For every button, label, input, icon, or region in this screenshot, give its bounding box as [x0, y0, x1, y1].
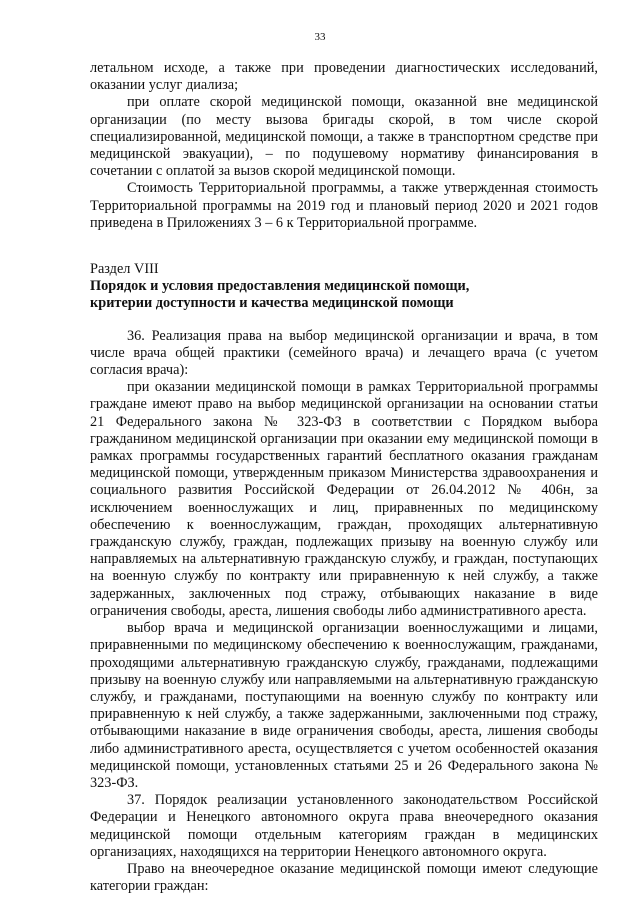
paragraph-item-37: 37. Порядок реализации установленного законодательством Российской Федерации и Ненецкого автономного округа права внеочередного оказания медицинской помощи отдельным категориям граждан в медицинских организациях, находящихся на территории Ненецкого автономного округа. [90, 792, 598, 860]
page-number: 33 [314, 31, 326, 43]
section-heading [90, 261, 598, 313]
section-title-line-2: критерии доступности и качества медицинской помощи [90, 295, 454, 312]
section-title-line-1: Порядок и условия предоставления медицинской помощи, [90, 278, 470, 295]
paragraph-choice-of-organization: при оказании медицинской помощи в рамках Территориальной программы граждане имеют право на выбор медицинской организации на основании статьи 21 Федерального закона № 323-ФЗ в соответствии с Порядком выбора гражданином медицинской организации при оказании ему медицинской помощи в рамках программы государственных гарантий бесплатного оказания гражданам медицинской помощи, утвержденным приказом Министерства здравоохранения и социального развития Российской Федерации от 26.04.2012 № 406н, за исключением военнослужащих и лиц, приравненных по медицинскому обеспечению к военнослужащим, граждан, проходящих альтернативную гражданскую службу, граждан, подлежащих призыву на военную службу или направляемых на альтернативную гражданскую службу, и граждан, поступающих на военную службу по контракту или приравненную к ней службу, а также задержанных, заключенных под стражу, отбывающих наказание в виде ограничения свободы, ареста, лишения свободы либо административного ареста. [90, 379, 598, 619]
page-body [90, 60, 598, 895]
paragraph-ambulance-payment: при оплате скорой медицинской помощи, оказанной вне медицинской организации (по месту вызова бригады скорой, в том числе скорой специализированной, медицинской помощи, а также в транспортном средстве при медицинской эвакуации), – по подушевому нормативу финансирования в сочетании с оплатой за вызов скорой медицинской помощи. [90, 94, 598, 180]
paragraph-item-36: 36. Реализация права на выбор медицинской организации и врача, в том числе врача общей практики (семейного врача) и лечащего врача (с учетом согласия врача): [90, 327, 598, 379]
paragraph-program-cost: Стоимость Территориальной программы, а также утвержденная стоимость Территориальной программы на 2019 год и плановый период 2020 и 2021 годов приведена в Приложениях 3 – 6 к Территориальной программе. [90, 180, 598, 231]
paragraph-continuation: летальном исходе, а также при проведении диагностических исследований, оказании услуг диализа; [90, 60, 598, 94]
paragraph-military-choice: выбор врача и медицинской организации военнослужащими и лицами, приравненными по медицинскому обеспечению к военнослужащим, гражданами, проходящими альтернативную гражданскую службу, гражданами, подлежащими призыву на военную службу или направляемыми на альтернативную гражданскую службу, и гражданами, поступающими на военную службу по контракту или приравненную к ней службу, а также задержанными, заключенными под стражу, отбывающими наказание в виде ограничения свободы, ареста, лишения свободы либо административного ареста, осуществляется с учетом особенностей оказания медицинской помощи, установленных статьями 25 и 26 Федерального закона № 323-ФЗ. [90, 620, 598, 791]
paragraph-priority-categories: Право на внеочередное оказание медицинской помощи имеют следующие категории граждан: [90, 860, 598, 895]
section-label: Раздел VIII [90, 261, 159, 278]
